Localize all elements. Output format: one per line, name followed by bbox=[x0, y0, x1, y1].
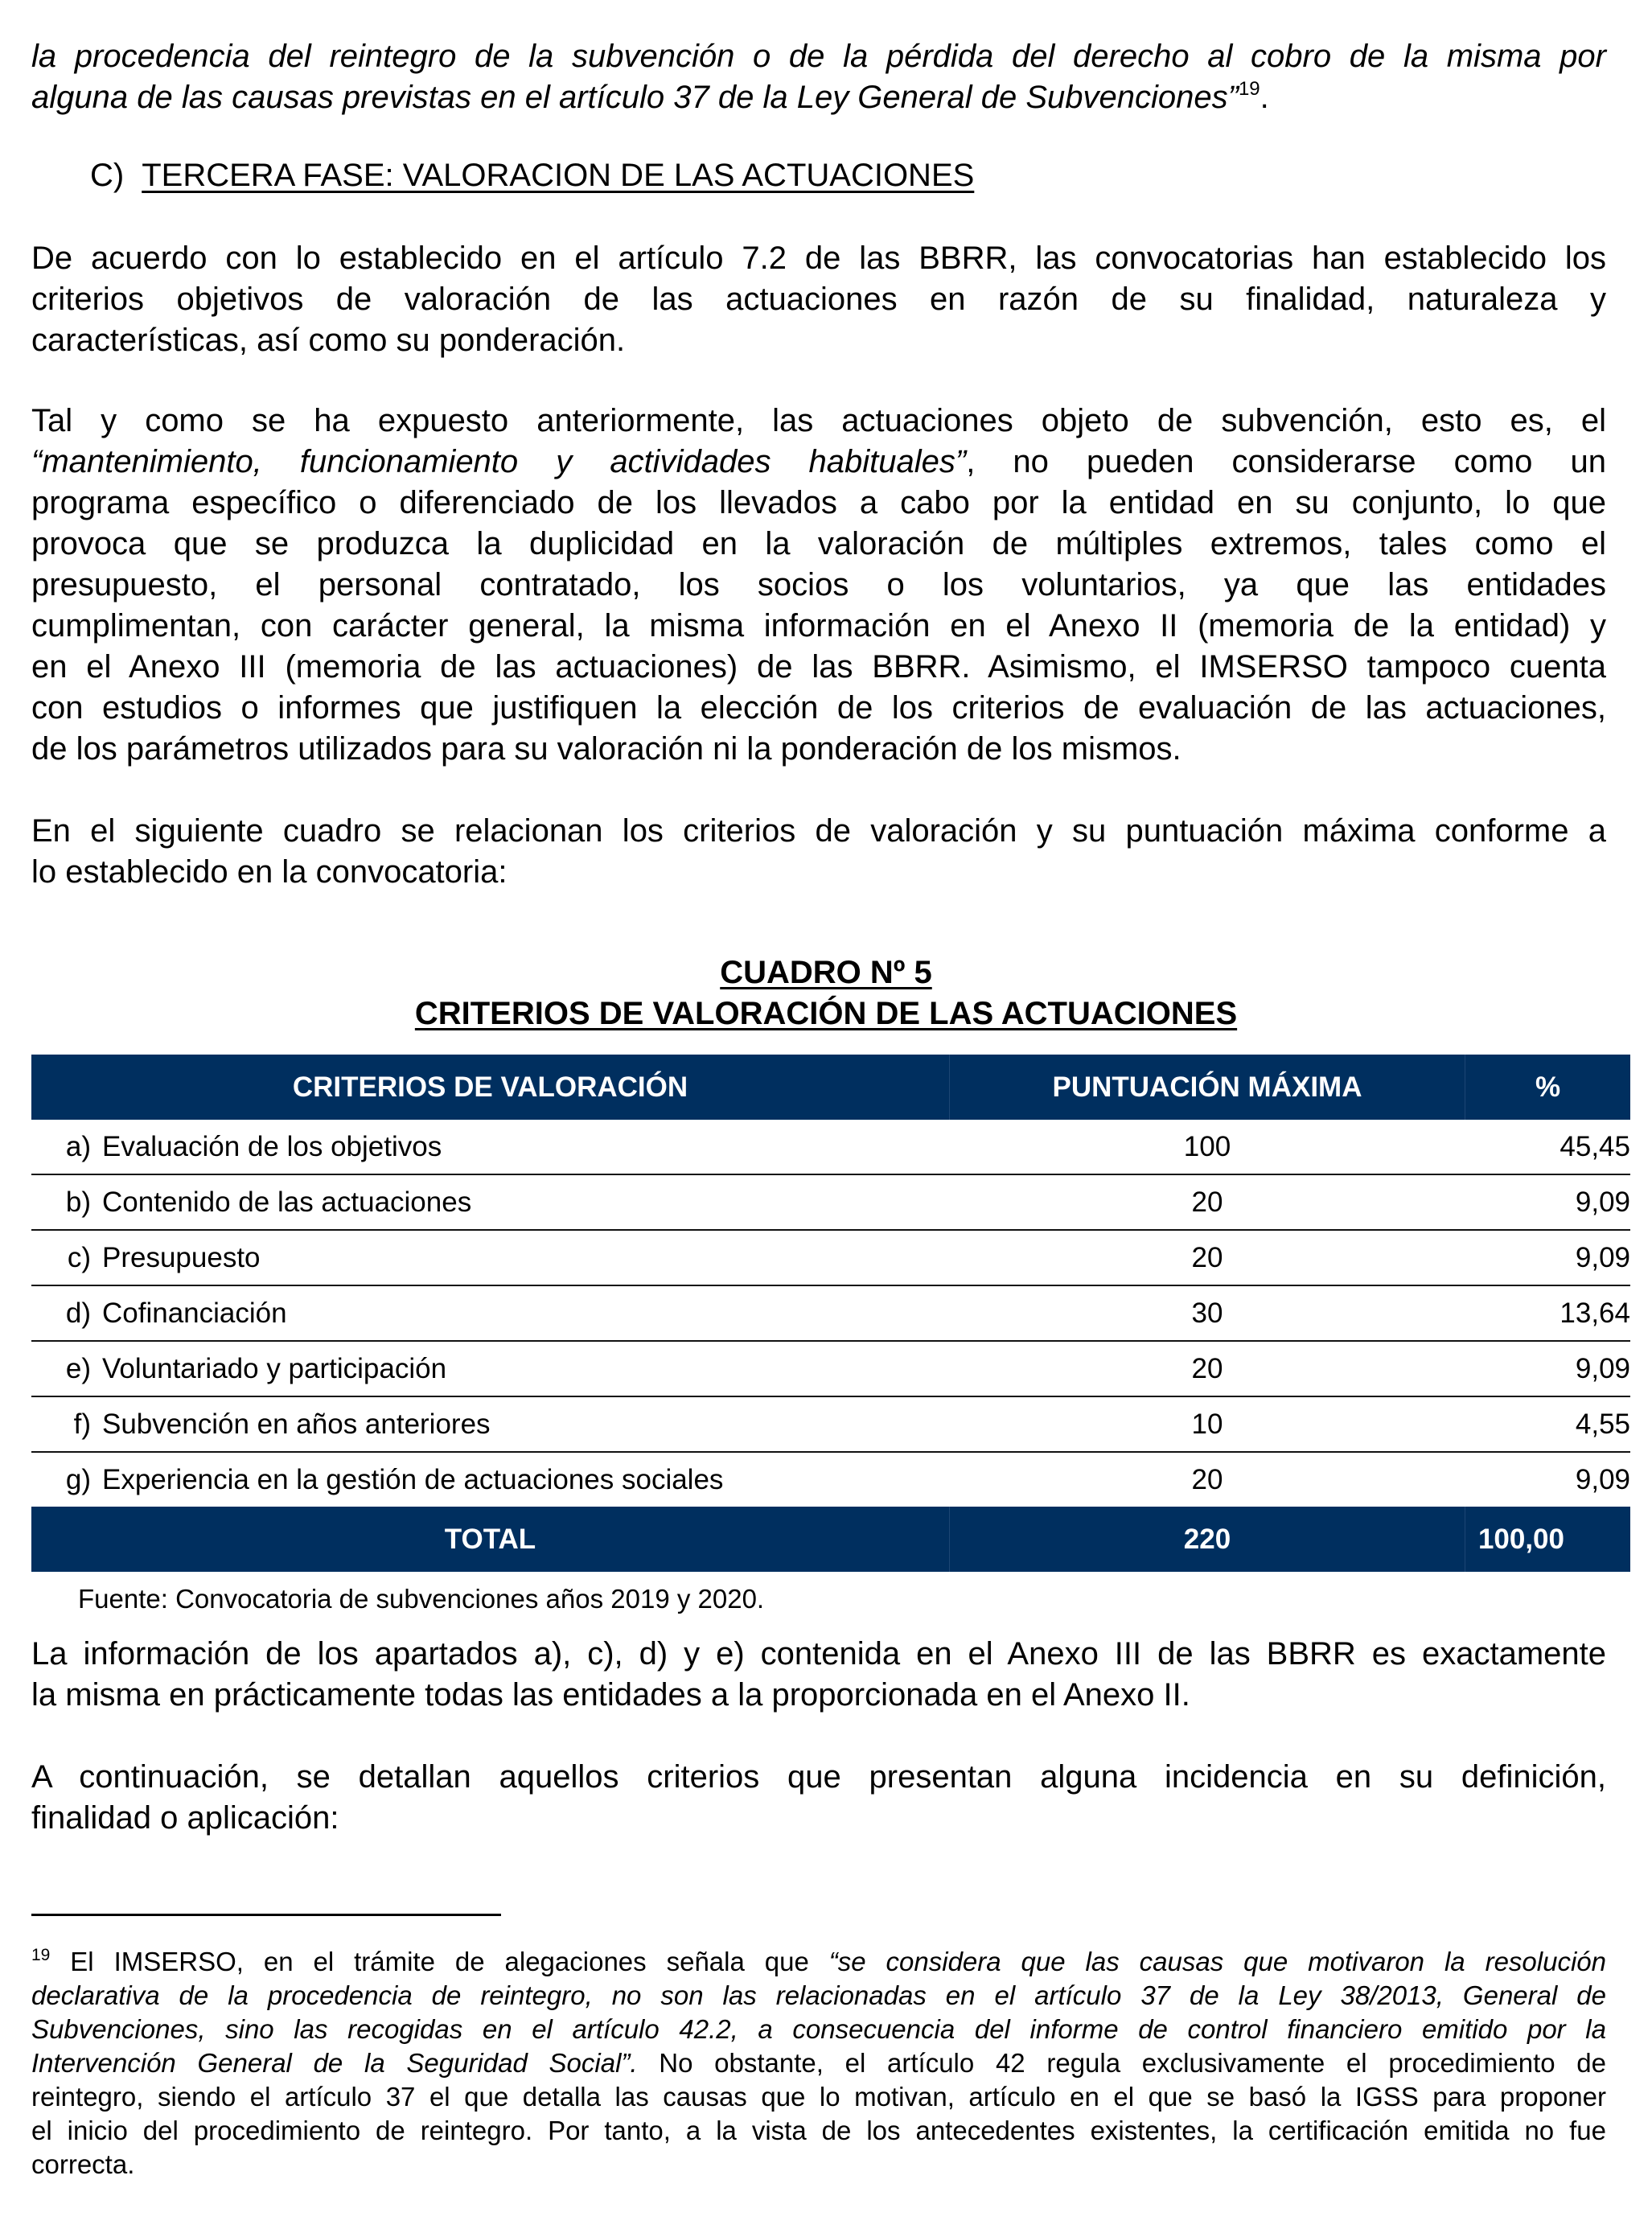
text-line: Tal y como se ha expuesto anteriormente, las actuaciones objeto de subvención, esto es, el bbox=[31, 403, 1606, 438]
criterion-name: Presupuesto bbox=[102, 1241, 261, 1273]
criterion-cell bbox=[31, 1120, 950, 1174]
criterion-letter: d) bbox=[65, 1297, 91, 1329]
section-title: TERCERA FASE: VALORACION DE LAS ACTUACIONES bbox=[142, 158, 975, 193]
max-score-cell: 10 bbox=[950, 1396, 1465, 1452]
text-segment: Intervención General de la Seguridad Social”. bbox=[31, 2048, 638, 2078]
text-line: La información de los apartados a), c), d) y e) contenida en el Anexo III de las BBRR es exactamente bbox=[31, 1636, 1606, 1672]
text-line: provoca que se produzca la duplicidad en la valoración de múltiples extremos, tales como el bbox=[31, 526, 1606, 561]
next-paragraph bbox=[31, 1757, 1606, 1839]
criterion-letter: c) bbox=[67, 1241, 91, 1273]
text-line: En el siguiente cuadro se relacionan los criterios de valoración y su puntuación máxima conforme a bbox=[31, 813, 1606, 849]
percent-cell: 45,45 bbox=[1465, 1120, 1631, 1174]
table-row bbox=[31, 1174, 1630, 1230]
text-segment: . bbox=[1260, 80, 1269, 115]
text-segment: “mantenimiento, funcionamiento y actividades habituales” bbox=[31, 444, 967, 479]
max-score-cell: 30 bbox=[950, 1285, 1465, 1341]
table-number: CUADRO Nº 5 bbox=[720, 955, 932, 990]
text-line: correcta. bbox=[31, 2149, 135, 2179]
text-segment: alguna de las causas previstas en el artículo 37 de la Ley General de Subvenciones” bbox=[31, 80, 1239, 115]
text-line: de los parámetros utilizados para su valoración ni la ponderación de los mismos. bbox=[31, 731, 1181, 767]
max-score-cell: 20 bbox=[950, 1341, 1465, 1396]
criterion-name: Voluntariado y participación bbox=[102, 1352, 447, 1384]
criterion-name: Evaluación de los objetivos bbox=[102, 1130, 442, 1162]
text-line: declarativa de la procedencia de reintegro, no son las relacionadas en el artículo 37 de la Ley 38/2013, General de bbox=[31, 1980, 1606, 2010]
text-line bbox=[31, 77, 1606, 118]
text-line: presupuesto, el personal contratado, los socios o los voluntarios, ya que las entidades bbox=[31, 567, 1606, 602]
annex-paragraph bbox=[31, 1634, 1606, 1716]
text-line: la procedencia del reintegro de la subvención o de la pérdida del derecho al cobro de la misma por bbox=[31, 39, 1606, 74]
text-line: la misma en prácticamente todas las entidades a la proporcionada en el Anexo II. bbox=[31, 1677, 1190, 1713]
percent-cell: 9,09 bbox=[1465, 1341, 1631, 1396]
table-header-row bbox=[31, 1055, 1630, 1120]
text-line: De acuerdo con lo establecido en el artículo 7.2 de las BBRR, las convocatorias han establecido los bbox=[31, 241, 1606, 276]
text-line: características, así como su ponderación. bbox=[31, 323, 626, 358]
column-header-criteria: CRITERIOS DE VALORACIÓN bbox=[31, 1055, 950, 1120]
text-line: el inicio del procedimiento de reintegro. Por tanto, a la vista de los antecedentes existentes, la certificación emitida no fue bbox=[31, 2116, 1606, 2145]
table-row bbox=[31, 1120, 1630, 1174]
text-line: Subvenciones, sino las recogidas en el artículo 42.2, a consecuencia del informe de control financiero emitido por la bbox=[31, 2014, 1606, 2044]
total-percent: 100,00 bbox=[1465, 1507, 1631, 1572]
text-line: lo establecido en la convocatoria: bbox=[31, 854, 508, 890]
column-header-max-score: PUNTUACIÓN MÁXIMA bbox=[950, 1055, 1465, 1120]
table-row bbox=[31, 1230, 1630, 1285]
criterion-letter: f) bbox=[73, 1408, 91, 1440]
footnote-number: 19 bbox=[31, 1946, 51, 1964]
text-line bbox=[31, 2046, 1606, 2080]
criterion-name: Contenido de las actuaciones bbox=[102, 1186, 472, 1218]
text-line: A continuación, se detallan aquellos criterios que presentan alguna incidencia en su definición, bbox=[31, 1759, 1606, 1795]
criterion-name: Subvención en años anteriores bbox=[102, 1408, 491, 1440]
section-heading bbox=[90, 155, 974, 196]
criterion-name: Cofinanciación bbox=[102, 1297, 287, 1329]
table-row bbox=[31, 1396, 1630, 1452]
table-caption bbox=[0, 952, 1652, 1034]
percent-cell: 9,09 bbox=[1465, 1230, 1631, 1285]
criteria-paragraph bbox=[31, 238, 1606, 361]
text-line bbox=[31, 1945, 1606, 1979]
criterion-cell bbox=[31, 1341, 950, 1396]
intro-quote-paragraph bbox=[31, 36, 1606, 118]
table-row bbox=[31, 1341, 1630, 1396]
percent-cell: 9,09 bbox=[1575, 1463, 1630, 1495]
criterion-letter: e) bbox=[65, 1352, 91, 1384]
criterion-letter: b) bbox=[65, 1186, 91, 1218]
table-row bbox=[31, 1452, 1630, 1507]
criterion-cell bbox=[31, 1396, 950, 1452]
max-score-cell: 20 bbox=[950, 1174, 1465, 1230]
criterion-cell bbox=[31, 1285, 950, 1341]
text-line: programa específico o diferenciado de los llevados a cabo por la entidad en su conjunto, lo que bbox=[31, 485, 1606, 520]
text-segment: El IMSERSO, en el trámite de alegaciones señala que bbox=[50, 1947, 829, 1976]
column-header-percent: % bbox=[1465, 1055, 1631, 1120]
criterion-letter: g) bbox=[65, 1463, 91, 1495]
footnote-ref[interactable]: 19 bbox=[1238, 78, 1260, 100]
text-line: finalidad o aplicación: bbox=[31, 1800, 339, 1836]
percent-cell: 4,55 bbox=[1465, 1396, 1631, 1452]
text-line: en el Anexo III (memoria de las actuaciones) de las BBRR. Asimismo, el IMSERSO tampoco cuenta bbox=[31, 649, 1606, 685]
criteria-table bbox=[31, 1055, 1630, 1572]
section-letter: C) bbox=[90, 158, 125, 193]
criterion-name: Experiencia en la gestión de actuaciones sociales bbox=[102, 1463, 724, 1495]
table-intro-paragraph bbox=[31, 811, 1606, 893]
text-line bbox=[31, 442, 1606, 483]
text-line: cumplimentan, con carácter general, la misma información en el Anexo II (memoria de la entidad) y bbox=[31, 608, 1606, 644]
footnote-separator bbox=[31, 1914, 501, 1916]
max-score-cell: 20 bbox=[950, 1230, 1465, 1285]
total-score: 220 bbox=[950, 1507, 1465, 1572]
text-line: reintegro, siendo el artículo 37 el que detalla las causas que lo motivan, artículo en el que se basó la IGSS para proponer bbox=[31, 2082, 1606, 2112]
criterion-cell bbox=[31, 1174, 950, 1230]
criterion-cell bbox=[31, 1230, 950, 1285]
text-segment: No obstante, el artículo 42 regula exclusivamente el procedimiento de bbox=[637, 2048, 1607, 2078]
text-line: con estudios o informes que justifiquen la elección de los criterios de evaluación de las actuaciones, bbox=[31, 690, 1606, 726]
max-score-cell: 100 bbox=[950, 1120, 1465, 1174]
table-title: CRITERIOS DE VALORACIÓN DE LAS ACTUACIONES bbox=[414, 996, 1238, 1031]
table-source: Fuente: Convocatoria de subvenciones años 2019 y 2020. bbox=[78, 1584, 765, 1614]
table-total-row bbox=[31, 1507, 1630, 1572]
text-segment: “se considera que las causas que motivaron la resolución bbox=[828, 1947, 1606, 1976]
percent-cell: 9,09 bbox=[1465, 1174, 1631, 1230]
percent-cell: 13,64 bbox=[1465, 1285, 1631, 1341]
table-row bbox=[31, 1285, 1630, 1341]
text-segment: , no pueden considerarse como un bbox=[966, 444, 1606, 479]
max-score-cell: 20 bbox=[1191, 1463, 1223, 1495]
duplicity-paragraph bbox=[31, 401, 1606, 770]
total-label: TOTAL bbox=[31, 1507, 950, 1572]
footnote bbox=[31, 1945, 1606, 2182]
criterion-letter: a) bbox=[65, 1130, 91, 1162]
criterion-cell bbox=[31, 1452, 950, 1507]
text-line: criterios objetivos de valoración de las actuaciones en razón de su finalidad, naturaleza y bbox=[31, 282, 1606, 317]
